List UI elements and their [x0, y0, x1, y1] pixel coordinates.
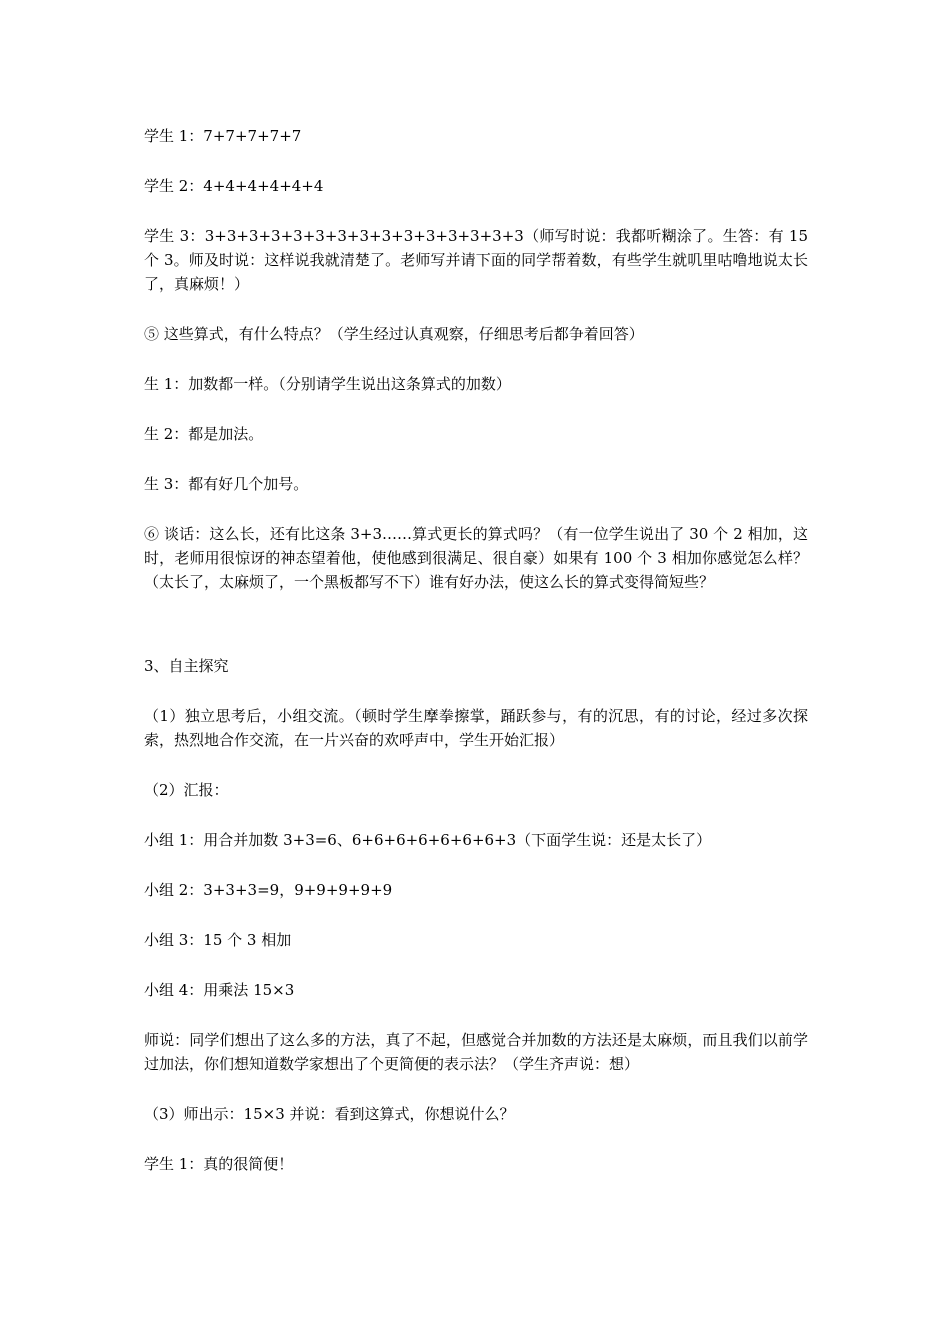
paragraph-sheng-2: 生 2：都是加法。: [144, 425, 264, 443]
paragraph-student-2: 学生 2：4+4+4+4+4+4: [144, 177, 324, 195]
paragraph-teacher-says: 师说：同学们想出了这么多的方法，真了不起，但感觉合并加数的方法还是太麻烦，而且我们以前学过加法，你们想知道数学家想出了个更简便的表示法？（学生齐声说：想）: [144, 1031, 808, 1073]
paragraph-step-1: （1）独立思考后，小组交流。（顿时学生摩拳擦掌，踊跃参与，有的沉思，有的讨论，经过多次探索，热烈地合作交流，在一片兴奋的欢呼声中，学生开始汇报）: [144, 707, 808, 749]
paragraph-step-2: （2）汇报：: [144, 781, 229, 799]
paragraph-group-2: 小组 2：3+3+3=9，9+9+9+9+9: [144, 881, 393, 899]
paragraph-group-4: 小组 4：用乘法 15×3: [144, 981, 295, 999]
paragraph-item-6: ⑥ 谈话：这么长，还有比这条 3+3……算式更长的算式吗？（有一位学生说出了 30 个 2 相加，这时，老师用很惊讶的神态望着他，使他感到很满足、很自豪）如果有 100 个 3 相加你感觉怎么样？（太长了，太麻烦了，一个黑板都写不下）谁有好办法，使这么长的算式变得简短些？: [144, 525, 808, 591]
paragraph-item-5: ⑤ 这些算式，有什么特点？（学生经过认真观察，仔细思考后都争着回答）: [144, 325, 644, 343]
paragraph-student-1: 学生 1：7+7+7+7+7: [144, 127, 302, 145]
paragraph-student-final: 学生 1：真的很简便！: [144, 1155, 294, 1173]
paragraph-sheng-1: 生 1：加数都一样。（分别请学生说出这条算式的加数）: [144, 375, 511, 393]
paragraph-student-3: 学生 3：3+3+3+3+3+3+3+3+3+3+3+3+3+3+3（师写时说：我都听糊涂了。生答：有 15 个 3。师及时说：这样说我就清楚了。老师写并请下面的同学帮着数，有些学生就叽里咕噜地说太长了，真麻烦！）: [144, 227, 813, 293]
paragraph-group-3: 小组 3：15 个 3 相加: [144, 931, 292, 949]
paragraph-group-1: 小组 1：用合并加数 3+3=6、6+6+6+6+6+6+6+3（下面学生说：还是太长了）: [144, 831, 712, 849]
paragraph-step-3: （3）师出示：15×3 并说：看到这算式，你想说什么？: [144, 1105, 515, 1123]
section-heading: 3、自主探究: [144, 657, 229, 675]
paragraph-sheng-3: 生 3：都有好几个加号。: [144, 475, 309, 493]
document-page: [144, 124, 813, 1202]
